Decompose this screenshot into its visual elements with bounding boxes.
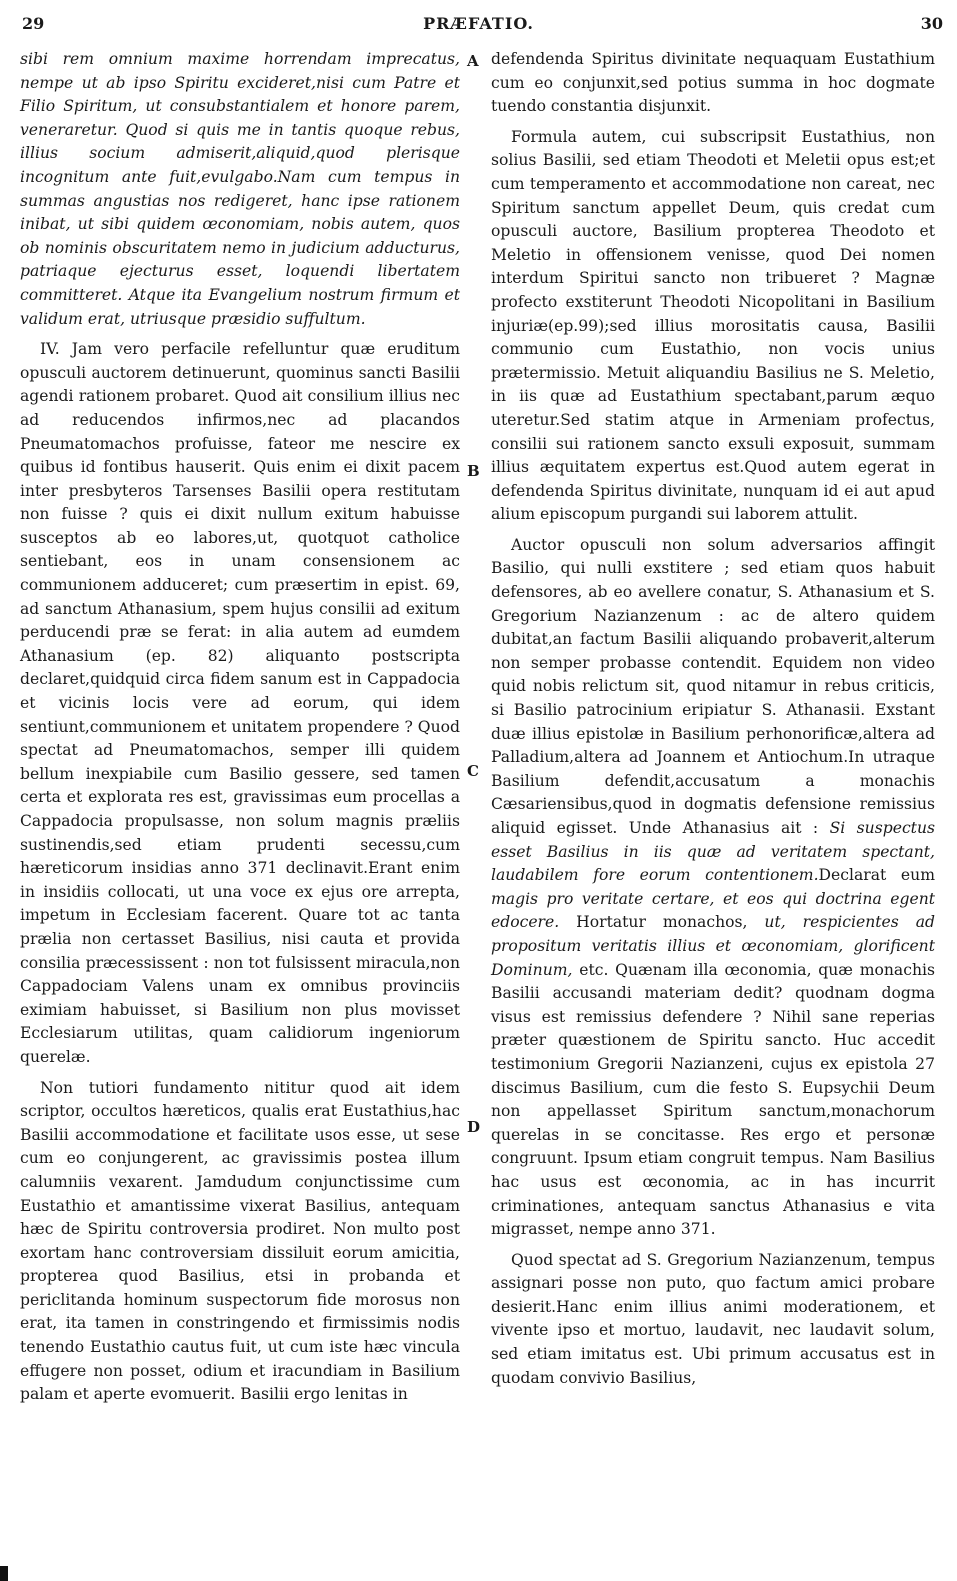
quote-run: magis pro veritate certare, et eos qui doctrina egent edocere. <box>491 889 935 932</box>
text-run: Hortatur monachos, <box>576 913 748 932</box>
paragraph: Non tutiori fundamento nititur quod ait idem scriptor, occultos hæreticos, qualis erat Eustathius,hac Basilii accommodatione et facilitate usos esse, ut sese cum eo conjungerent, ac gravissimis postea illum calumniis vexarent. Jamdudum conjunctissime cum Eustathio et amantissime vixerat Basilius, antequam hæc de Spiritu controversia prodiret. Non multo post exortam hanc controversiam dissiluit eorum amicitia, propterea quod Basilius, etsi in probanda et periclitanda hominum suspectorum fide morosus non erat, ita tamen in constringendo et firmissimis nodis tenendo Eustathio cautus fuit, ut cum iste hæc vincula effugere non posset, odium et iracundiam in Basilium palam et aperte evomuerit. Basilii ergo lenitas in <box>20 1078 460 1404</box>
margin-letter-a: A <box>467 52 479 70</box>
paragraph <box>491 534 935 1242</box>
text-run: etc. Quænam illa œconomia, quæ monachis Basilii accusandi materiam dedit? quodnam dogma visus est remissius defendere ? Nihil sane reperias præter quæstionem de Spiritu sancto. Huc accedit testimonium Gregorii Nazianzeni, cujus ex epistola 27 discimus Basilium, cum die festo S. Eupsychii Deum non appellasset Spiritum sanctum,monachorum querelas in se concitasse. Res ergo et personæ congruunt. Ipsum etiam congruit tempus. Nam Basilius hac usus est œconomia, ac in has incurrit criminationes, antequam sanctus Athanasius e vita migrasset, nempe anno 371. <box>491 960 935 1239</box>
right-column <box>491 48 935 1397</box>
text-run: Auctor opusculi non solum adversarios affingit Basilio, qui nulli exstitere ; sed etiam quos habuit defensores, ab eo avellere conatur, S. Athanasium et S. Gregorium Nazianzenum : ac de altero quidem dubitat,an factum Basilii aliquando probaverit,alterum non semper probasse contendit. Equidem non video quid nobis relictum sit, quod nitamur in rebus criticis, si Basilio patrocinium eripiatur S. Athanasii. Exstant duæ illius epistolæ in Basilium perhonorificæ,altera ad Palladium,altera ad Joannem et Antiochum.In utraque Basilium defendit,accusatum a monachis Cæsariensibus,quod in dogmatis defensione remissius aliquid egisset. Unde Athanasius ait : <box>491 535 935 837</box>
paragraph: Formula autem, cui subscripsit Eustathius, non solius Basilii, sed etiam Theodoti et Meletii opus est;et cum temperamento et accommodatione non careat, nec Spiritum sanctum appellet Deum, quis credat cum opusculi auctore, Basilium propterea Theodoto et Meletio in offensionem venisse, quod Dei nomen interdum Spiritui sancto non tribueret ? Magnæ profecto exstiterunt Theodoti Nicopolitani in Basilium injuriæ(ep.99);sed illius morositatis causa, Basilii communio cum Eustathio, non vocis unius prætermissio. Metuit aliquandiu Basilius ne S. Meletio, in iis quæ ad Eustathium spectabant,parum æquo uteretur.Sed statim atque in Armeniam profectus, consilii sui rationem sancto exsuli exposuit, summam illius æquitatem expertus est.Quod autem egerat in defendenda Spiritus divinitate, nunquam id ei aut apud alium episcopum purgandi sui laborem attulit. <box>491 127 935 524</box>
paragraph: defendenda Spiritus divinitate nequaquam Eustathium cum eo conjunxit,sed potius summa in hoc dogmate tuendo constantia disjunxit. <box>491 50 935 116</box>
margin-letter-b: B <box>467 462 480 480</box>
quote-run: ut, respicientes ad propositum veritatis illius et œconomiam, glorificent Dominum, <box>491 913 935 979</box>
margin-letter-c: C <box>467 762 479 780</box>
paragraph: Quod spectat ad S. Gregorium Nazianzenum, tempus assignari posse non puto, quo factum amici probare desierit.Hanc enim illius animi moderationem, et vivente ipso et mortuo, laudavit, nec laudavit solum, sed etiam imitatus est. Ubi primum accusatus est in quodam convivio Basilius, <box>491 1250 935 1387</box>
page-number-left: 29 <box>22 14 45 33</box>
paragraph: sibi rem omnium maxime horrendam imprecatus, nempe ut ab ipso Spiritu excideret,nisi cum Patre et Filio Spiritum, ut consubstantialem et honore parem, veneraretur. Quod si quis me in tantis quoque rebus, illius socium admiserit,aliquid,quod plerisque incognitum ante fuit,evulgabo.Nam cum tempus in summas angustias nos redigeret, hanc ipse rationem inibat, ut sibi quidem œconomiam, nobis autem, quos ob nominis obscuritatem nemo in judicium adducturus, patriaque ejecturus esset, loquendi libertatem committeret. Atque ita Evangelium nostrum firmum et validum erat, utriusque præsidio suffultum. <box>20 50 460 328</box>
text-run: Declarat eum <box>818 866 935 885</box>
margin-letter-d: D <box>467 1118 481 1136</box>
page-number-right: 30 <box>920 14 943 33</box>
left-column <box>20 48 460 1414</box>
running-title: PRÆFATIO. <box>423 14 534 33</box>
scan-edge-mark <box>0 1566 8 1581</box>
quote-run: Si suspectus esset Basilius in iis quæ ad veritatem spectant, laudabilem fore eorum contentionem. <box>491 819 935 885</box>
paragraph: IV. Jam vero perfacile refelluntur quæ eruditum opusculi auctorem detinuerunt, quominus sancti Basilii agendi rationem probaret. Quod ait consilium illius nec ad reducendos infirmos,nec ad placandos Pneumatomachos profuisse, fateor me nescire ex quibus id fontibus hauserit. Quis enim ei dixit pacem inter presbyteros Tarsenses Basilii opera restitutam non fuisse ? quis ei dixit nullum exitum habuisse susceptos ab eo labores,ut, quotquot catholice sentiebant, eos in unam consensionem ac communionem adduceret; cum præsertim in epist. 69, ad sanctum Athanasium, spem hujus consilii ad exitum perducendi præ se ferat: in alia autem ad eumdem Athanasium (ep. 82) aliquanto postscripta declaret,quidquid circa fidem sanum est in Cappadocia et vicinis locis vere ad eorum, qui idem sentiunt,communionem et unitatem propendere ? Quod spectat ad Pneumatomachos, semper illi quidem bellum inexpiabile cum Basilio gessere, sed tamen certa et explorata res est, gravissimas eum procellas a Cappadocia propulsasse, non solum magnis præliis sustinendis,sed etiam prudenti secessu,cum hæreticorum insidias anno 371 declinavit.Erant enim in insidiis collocati, ut una voce ex ejus ore arrepta, impetum in Ecclesiam facerent. Quare tot ac tanta prælia non certasset Basilius, nisi cauta et provida consilia præcessissent : non tot fulsissent miracula,non Cappadociam Valens unam ex omnibus provinciis eximiam habuisset, si Basilium non plus movisset Ecclesiarum utilitas, quam calidiorum ingeniorum querelæ. <box>20 340 460 1066</box>
